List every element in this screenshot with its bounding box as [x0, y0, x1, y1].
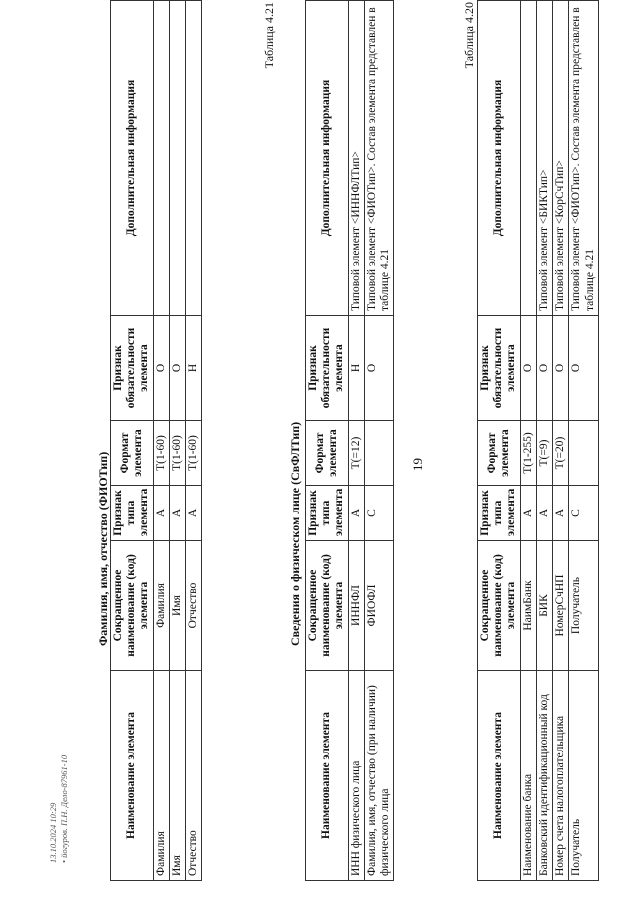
col-header-info: Дополнительная информация [478, 1, 521, 316]
col-header-required: Признак обязательности элемента [111, 316, 154, 421]
cell-type: А [169, 486, 185, 541]
cell-format: T(1-60) [169, 421, 185, 486]
cell-name: Банковский идентификационный код [536, 671, 552, 881]
cell-required: О [553, 316, 569, 421]
cell-format [569, 421, 598, 486]
cell-info: Типовой элемент <ИННФЛТип> [348, 1, 364, 316]
cell-code: НомерСчНП [553, 541, 569, 671]
cell-required: О [569, 316, 598, 421]
cell-type: А [186, 486, 202, 541]
stamp-date: 13.10.2024 10:29 [48, 802, 58, 863]
cell-code: НаимБанк [520, 541, 536, 671]
cell-info: Типовой элемент <БИКТип> [536, 1, 552, 316]
cell-required: О [536, 316, 552, 421]
cell-type: А [536, 486, 552, 541]
cell-required: О [520, 316, 536, 421]
cell-required: О [153, 316, 169, 421]
table-row [553, 1, 569, 881]
table-row [153, 1, 169, 881]
table-row [520, 1, 536, 881]
table-row [569, 1, 598, 881]
page-number: 19 [410, 458, 425, 471]
cell-type: А [153, 486, 169, 541]
table-caption-4-21: Таблица 4.21 [262, 2, 276, 69]
cell-info [153, 1, 169, 316]
col-header-code: Сокращенное наименование (код) элемента [478, 541, 521, 671]
cell-info [520, 1, 536, 316]
cell-name: Номер счета налогоплательщика [553, 671, 569, 881]
cell-required: О [364, 316, 393, 421]
cell-code: Отчество [186, 541, 202, 671]
cell-info: Типовой элемент <ФИОТип>. Состав элемента представлен в таблице 4.21 [569, 1, 598, 316]
cell-required: Н [348, 316, 364, 421]
table-header-row [306, 1, 349, 881]
col-header-code: Сокращенное наименование (код) элемента [306, 541, 349, 671]
cell-name: Получатель [569, 671, 598, 881]
table-row [186, 1, 202, 881]
cell-format: T(1-255) [520, 421, 536, 486]
table-row [364, 1, 393, 881]
col-header-format: Формат элемента [111, 421, 154, 486]
col-header-name: Наименование элемента [306, 671, 349, 881]
cell-code: ИННФЛ [348, 541, 364, 671]
cell-format: T(1-60) [186, 421, 202, 486]
cell-format [364, 421, 393, 486]
table-fio [110, 0, 202, 881]
cell-name: Имя [169, 671, 185, 881]
col-header-info: Дополнительная информация [306, 1, 349, 316]
cell-name: ИНН физического лица [348, 671, 364, 881]
cell-format: T(=9) [536, 421, 552, 486]
table-title-fio: Фамилия, имя, отчество (ФИОТип) [96, 451, 110, 646]
col-header-format: Формат элемента [306, 421, 349, 486]
col-header-required: Признак обязательности элемента [478, 316, 521, 421]
col-header-type: Признак типа элемента [478, 486, 521, 541]
cell-type: А [348, 486, 364, 541]
cell-name: Наименование банка [520, 671, 536, 881]
col-header-name: Наименование элемента [111, 671, 154, 881]
cell-code: БИК [536, 541, 552, 671]
table-row [536, 1, 552, 881]
cell-info [186, 1, 202, 316]
cell-code: Фамилия [153, 541, 169, 671]
col-header-info: Дополнительная информация [111, 1, 154, 316]
table-header-row [111, 1, 154, 881]
cell-type: А [553, 486, 569, 541]
cell-required: Н [186, 316, 202, 421]
cell-required: О [169, 316, 185, 421]
table-title-physical-person: Сведения о физическом лице (СвФЛТип) [288, 421, 302, 646]
table-caption-4-20: Таблица 4.20 [462, 2, 476, 69]
registration-stamp [48, 755, 69, 863]
cell-name: Фамилия, имя, отчество (при наличии) физического лица [364, 671, 393, 881]
cell-name: Отчество [186, 671, 202, 881]
cell-format: T(=20) [553, 421, 569, 486]
col-header-required: Признак обязательности элемента [306, 316, 349, 421]
col-header-type: Признак типа элемента [306, 486, 349, 541]
cell-name: Фамилия [153, 671, 169, 881]
cell-format: T(1-60) [153, 421, 169, 486]
table-bank-details [477, 0, 599, 881]
cell-code: Получатель [569, 541, 598, 671]
table-row [169, 1, 185, 881]
col-header-code: Сокращенное наименование (код) элемента [111, 541, 154, 671]
cell-info [169, 1, 185, 316]
col-header-type: Признак типа элемента [111, 486, 154, 541]
cell-format: T(=12) [348, 421, 364, 486]
table-header-row [478, 1, 521, 881]
cell-info: Типовой элемент <КорСчТип> [553, 1, 569, 316]
table-row [348, 1, 364, 881]
cell-type: С [569, 486, 598, 541]
cell-type: А [520, 486, 536, 541]
table-physical-person [305, 0, 394, 881]
col-header-format: Формат элемента [478, 421, 521, 486]
cell-info: Типовой элемент <ФИОТип>. Состав элемента представлен в таблице 4.21 [364, 1, 393, 316]
stamp-note: • йогуров. П.Н. Дело-87961-10 [58, 754, 69, 863]
cell-code: ФИОФЛ [364, 541, 393, 671]
col-header-name: Наименование элемента [478, 671, 521, 881]
cell-type: С [364, 486, 393, 541]
cell-code: Имя [169, 541, 185, 671]
